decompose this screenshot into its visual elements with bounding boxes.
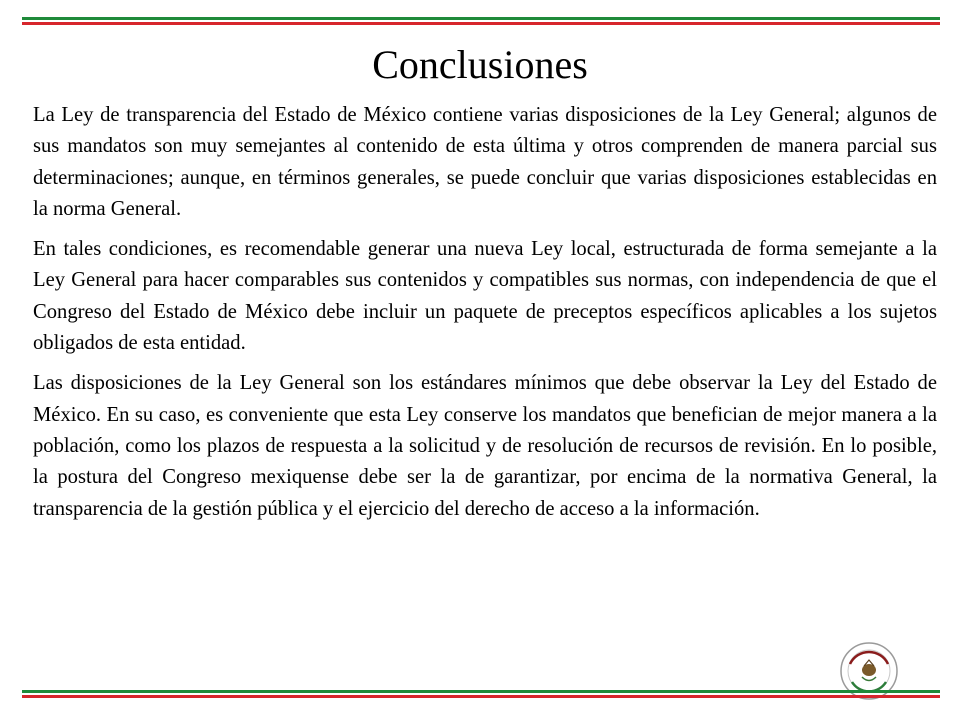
paragraph-3: Las disposiciones de la Ley General son los estándares mínimos que debe observar la Ley del Estado de México. En su caso, es conveniente que esta Ley conserve los mandatos que benefician de mejor manera a la población, como los plazos de respuesta a la solicitud y de resolución de recursos de revisión. En lo posible, la postura del Congreso mexiquense debe ser la de garantizar, por encima de la normativa General, la transparencia de la gestión pública y el ejercicio del derecho de acceso a la información. bbox=[33, 372, 937, 520]
top-stripe-red bbox=[22, 22, 940, 25]
paragraph-1: La Ley de transparencia del Estado de México contiene varias disposiciones de la Ley General; algunos de sus mandatos son muy semejantes al contenido de esta última y otros comprenden de manera parcial sus determinaciones; aunque, en términos generales, se puede concluir que varias disposiciones establecidas en la norma General. bbox=[33, 104, 937, 220]
paragraph-2: En tales condiciones, es recomendable generar una nueva Ley local, estructurada de forma semejante a la Ley General para hacer comparables sus contenidos y compatibles sus normas, con independencia de que el Congreso del Estado de México debe incluir un paquete de preceptos específicos aplicables a los sujetos obligados de esta entidad. bbox=[33, 238, 937, 355]
bottom-flag-stripes bbox=[22, 690, 940, 698]
slide-body bbox=[33, 100, 937, 534]
top-flag-stripes bbox=[22, 17, 940, 25]
bottom-stripe-red bbox=[22, 695, 940, 698]
page-title: Conclusiones bbox=[372, 42, 588, 87]
